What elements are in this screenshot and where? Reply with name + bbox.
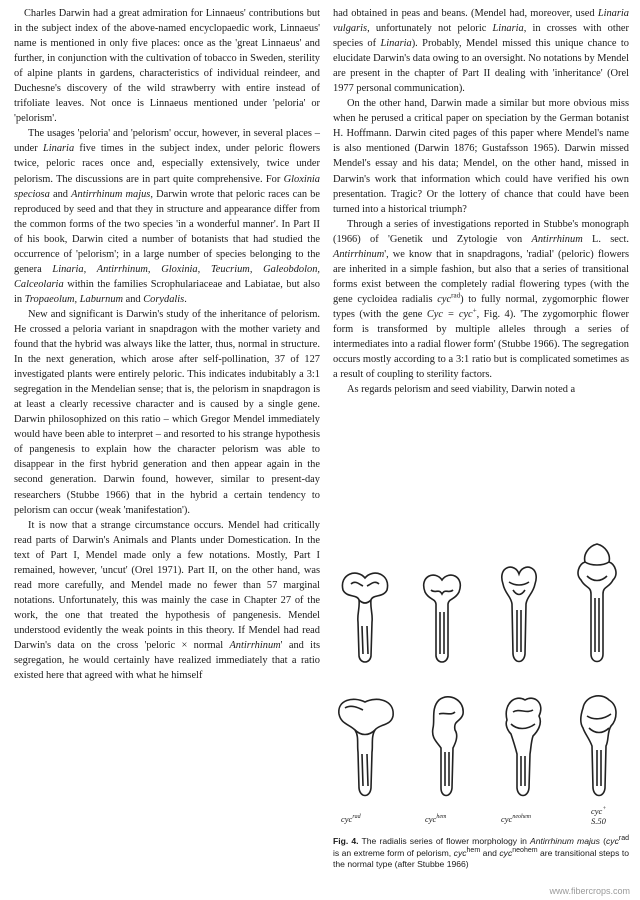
flower-radial-side-icon (493, 560, 545, 674)
flower-hem-side-icon (425, 690, 471, 806)
flower-radial-icon (337, 564, 393, 674)
watermark: www.fibercrops.com (549, 886, 630, 896)
flower-figure (333, 530, 629, 830)
paragraph-linnaeus: Charles Darwin had a great admiration for Linnaeus' contributions but in the subject index of the above-named encyclopaedic work, Linnaeus' name is mentioned in only five places: once as the 'great Linnaeus' and further, in conjunction with the cultivation of tobacco in Sweden, sterility of alpine plants in gardens, characteristics of individual reindeer, and Duchesne's discovery of the wild strawberry with entire instead of trifoliate leaves. Not once is Linnaeus mentioned under 'peloria' or 'pelorism'. (14, 8, 320, 125)
flower-neohem-icon (499, 690, 547, 806)
flower-hemi-icon (335, 690, 399, 806)
label-cyc-rad: cyc$^{rad}$ (341, 814, 361, 824)
paragraph-hoffmann: On the other hand, Darwin made a similar but more obvious miss when he perused a critical paper on speciation by the German botanist H. Hoffmann. Darwin cited pages of this paper where Mendel's name is also mentioned (Darwin 1876; Gustafsson 1965). Darwin missed Mendel's essay and his data; Mendel, on the other hand, missed in Darwin's work that information which could have verified his own presentation. Tragic? Or the lottery of chance that could have been turned into a historical triumph? (333, 98, 629, 215)
paragraph-seed-viability: As regards pelorism and seed viability, Darwin noted a (347, 384, 576, 396)
label-cyc-plus: cyc+ S.50 (591, 806, 607, 826)
paragraph-inheritance: New and significant is Darwin's study of the inheritance of pelorism. He crossed a peloria variant in snapdragon with the mother variety and found that the hybrid was always like the latter, thus, normal in structure. In the next generation, which arose after self-pollination, 37 of 127 investigated plants were entirely peloric. This indicates indubitably a 3:1 segregation in the Mendelian sense; that is, the pelorism in snapdragon is at least a clearly recessive character and is caused by a single gene. Darwin philosophized on this ratio – which Gregor Mendel immediately would have been able to interpret – and resorted to his strange hypothesis of pangenesis to explain how the character pelorism was able to disappear in the first hybrid generation and then appear again in the second generation. Darwin found, however, similar to present-day researchers (Stubbe 1966) that in the hybrid a certain tendency to pelorism can occur (weak 'manifestation'). (14, 308, 320, 516)
flower-cyc-plus-icon (569, 538, 625, 674)
figure-caption: Fig. 4. The radialis series of flower morphology in Antirrhinum majus (cyc$^{rad}$ is an extreme form of pelorism, cyc$^{hem}$ and cyc$^{neohem}$ are transitional steps to the normal type (after Stubbe 1966) (333, 835, 629, 870)
label-cyc-neohem: cyc$^{neohem}$ (501, 814, 531, 824)
left-column (14, 6, 320, 683)
paragraph-peas-beans: had obtained in peas and beans. (Mendel had, moreover, used Linaria vulgaris, unfortunately not peloric Linaria, in crosses with other species of Linaria). Probably, Mendel missed this unique chance to elucidate Darwin's data owing to an oversight. No notations by Mendel are present in the chapter of Part II dealing with 'inheritance' (Orel 1977 personal communication). (333, 8, 629, 95)
flower-normal-icon (573, 690, 623, 806)
label-cyc-hem: cyc$^{hem}$ (425, 814, 447, 824)
paragraph-peloria-usages: The usages 'peloria' and 'pelorism' occur, however, in several places – under Linaria five times in the subject index, under peloric flowers twice, peloric races once and, especially extensively, twice under pelorism. The discussions are in part quite comprehensive. For Gloxinia speciosa and Antirrhinum majus, Darwin wrote that peloric races can be reproduced by seed and that they in structure and appearance differ from the common forms of the two species 'in a wonderful manner'. In Part II of his book, Darwin cited a number of botanists that had studied the occurrence of 'pelorism'; in a large number of species belonging to the genera Linaria, Antirrhinum, Gloxinia, Teucrium, Galeobdolon, Calceolaria within the families Scrophulariaceae and Labiatae, but also in Tropaeolum, Laburnum and Corydalis. (14, 128, 320, 305)
paragraph-mendel-reading: It is now that a strange circumstance occurs. Mendel had critically read parts of Darwin's Animals and Plants under Domestication. In the text of Part I, Mendel made only a few notations. Mostly, Part I remained, however, 'uncut' (Orel 1971). Part II, on the other hand, was read more carefully, and Mendel made no fewer than 57 marginal notations. Unfortunately, this was mainly the case in Chapter 27 of the work, the one that treated the hypothesis of pangenesis. Mendel understood evidently the weak points in this theory. If Mendel had read Darwin's data on the cross 'peloric × normal Antirrhinum' and its segregation, he would certainly have realized immediately that a ratio existed here that agreed with what he himself (14, 519, 320, 682)
paragraph-stubbe: Through a series of investigations reported in Stubbe's monograph (1966) of 'Genetik und Zytologie von Antirrhinum L. sect. Antirrhinum', we know that in snapdragons, 'radial' (peloric) flowers are inherited in a simple fashion, but also that a series of transitional forms exist between the completely radial flowering types (with the gene cycloidea radialis cyc$^{rad}$) to fully normal, zygomorphic flower types (with the gene Cyc = cyc+, Fig. 4). 'The zygomorphic flower form is transformed by multiple alleles through a series of intermediates into a radial flower form' (Stubbe 1966). The segregation occurs mostly according to a 3:1 ratio but is complicated sometimes as a result of coupling to sterility factors. (333, 218, 629, 381)
right-column (333, 6, 629, 397)
flower-radial-front-icon (417, 564, 467, 674)
